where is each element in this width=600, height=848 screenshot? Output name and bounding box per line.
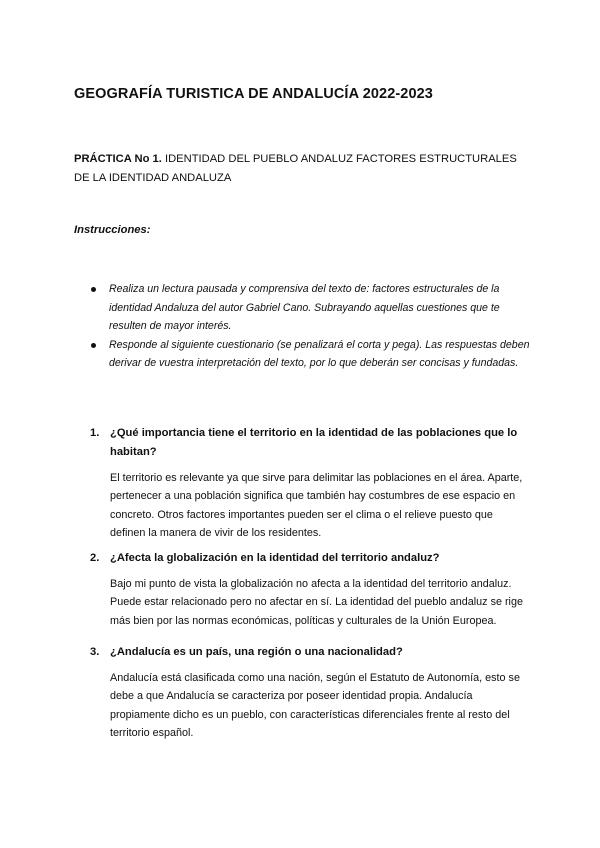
instruction-text: Responde al siguiente cuestionario (se penalizará el corta y pega). Las respuestas deben derivar de vuestra interpretación del texto, por lo que deberán ser concisas y fundadas. bbox=[109, 338, 530, 369]
bullet-icon bbox=[91, 343, 96, 348]
question bbox=[90, 549, 530, 568]
practice-label: PRÁCTICA No 1. bbox=[74, 153, 162, 165]
practice-text: IDENTIDAD DEL PUEBLO ANDALUZ FACTORES ESTRUCTURALES DE LA IDENTIDAD ANDALUZA bbox=[74, 153, 517, 184]
instruction-text: Realiza un lectura pausada y comprensiva del texto de: factores estructurales de la identidad Andaluza del autor Gabriel Cano. Subrayando aquellas cuestiones que te resulten de mayor interés. bbox=[109, 283, 500, 332]
document-title: GEOGRAFÍA TURISTICA DE ANDALUCÍA 2022-2023 bbox=[74, 86, 433, 102]
question-number: 1. bbox=[90, 427, 100, 439]
question-block bbox=[90, 643, 530, 742]
question-number: 2. bbox=[90, 552, 100, 564]
bullet-icon bbox=[91, 287, 96, 292]
instruction-item bbox=[74, 280, 534, 336]
practice-heading bbox=[74, 150, 534, 188]
question-block bbox=[90, 549, 530, 630]
instruction-item bbox=[74, 336, 534, 373]
question-text: ¿Afecta la globalización en la identidad del territorio andaluz? bbox=[110, 552, 440, 564]
answer: Bajo mi punto de vista la globalización no afecta a la identidad del territorio andaluz. Puede estar relacionado pero no afectar en sí. La identidad del pueblo andaluz se rige más bien por las normas económicas, políticas y culturales de la Unión Europea. bbox=[110, 578, 523, 627]
answer: El territorio es relevante ya que sirve para delimitar las poblaciones en el área. Aparte, pertenecer a una población significa que también hay costumbres de ese espacio en concreto. Otros factores importantes pueden ser el clima o el relieve puesto que definen la manera de vivir de los residentes. bbox=[110, 472, 523, 539]
answer: Andalucía está clasificada como una nación, según el Estatuto de Autonomía, esto se debe a que Andalucía se caracteriza por poseer identidad propia. Andalucía propiamente dicho es un pueblo, con características diferenciales frente al resto del territorio español. bbox=[110, 672, 520, 739]
question-text: ¿Andalucía es un país, una región o una nacionalidad? bbox=[110, 646, 403, 658]
question-number: 3. bbox=[90, 646, 100, 658]
instructions-heading: Instrucciones: bbox=[74, 224, 151, 236]
question bbox=[90, 424, 530, 462]
question bbox=[90, 643, 530, 662]
instructions-list bbox=[74, 280, 534, 373]
question-text: ¿Qué importancia tiene el territorio en la identidad de las poblaciones que lo habitan? bbox=[110, 427, 518, 458]
question-block bbox=[90, 424, 530, 542]
